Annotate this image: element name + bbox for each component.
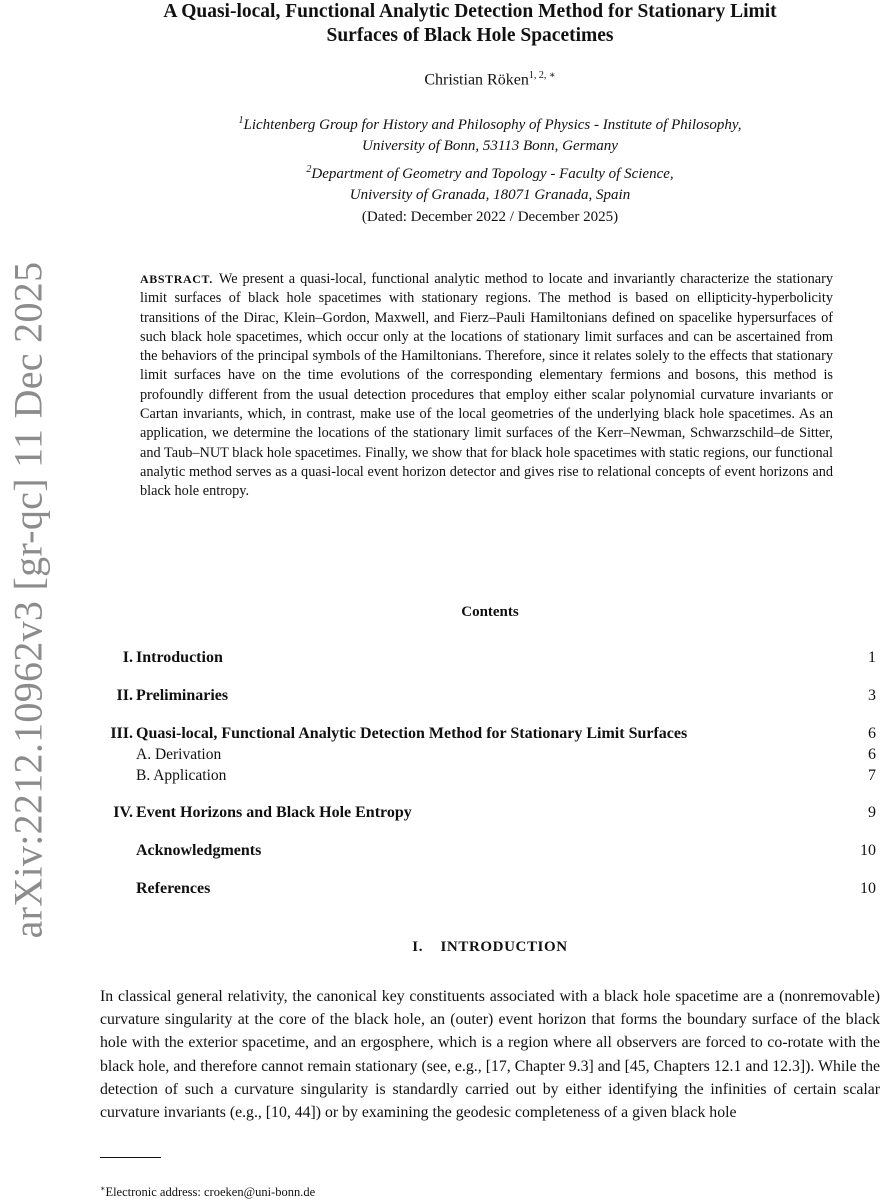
introduction-paragraph: In classical general relativity, the canonical key constituents associated with a black hole spacetime are a (nonremovable) curvature singularity at the core of the black hole, an (outer) event horizon that forms the boundary surface of the black hole with the exterior spacetime, and an ergosphere, which is a region where all observers are forced to co-rotate with the black hole, and therefore cannot remain stationary (see, e.g., [17, Chapter 9.3] and [45, Chapters 12.1 and 12.3]). While the detection of such a curvature singularity is standardly carried out by either identifying the infinities of certain scalar curvature invariants (e.g., [10, 44]) or by examining the geodesic completeness of a given black hole xyxy=(100,988,880,1122)
affiliation-1 xyxy=(140,110,840,157)
dated-line: (Dated: December 2022 / December 2025) xyxy=(361,209,619,225)
toc-entry-page: 10 xyxy=(860,880,876,897)
footnote xyxy=(100,1184,315,1200)
toc-entry-acknowledgments[interactable] xyxy=(100,842,880,864)
author-name: Christian Röken xyxy=(424,71,529,89)
toc-entry-label: A. Derivation xyxy=(136,746,222,763)
affiliation-line: University of Granada, 18071 Granada, Spain xyxy=(349,187,631,203)
paper-title: A Quasi-local, Functional Analytic Detection Method for Stationary Limit Surfaces of Black Hole Spacetimes xyxy=(163,1,777,46)
arxiv-identifier-stamp: arXiv:2212.10962v3 [gr-qc] 11 Dec 2025 xyxy=(5,261,51,939)
toc-entry-label: B. Application xyxy=(136,767,227,784)
affiliation-line: Lichtenberg Group for History and Philosophy of Physics - Institute of Philosophy, xyxy=(243,117,742,133)
abstract-text: We present a quasi-local, functional analytic method to locate and invariantly characterize the stationary limit surfaces of black hole spacetimes with stationary regions. The method is based on ellipticity-hyperbolicity transitions of the Dirac, Klein–Gordon, Maxwell, and Fierz–Pauli Hamiltonians defined on spacelike hypersurfaces of such black hole spacetimes, which occur only at the locations of stationary limit surfaces and can be ascertained from the behaviors of the principal symbols of the Hamiltonians. Therefore, since it relates solely to the effects that stationary limit surfaces have on the time evolutions of the corresponding elementary fermions and bosons, this method is profoundly different from the usual detection procedures that employ either scalar polynomial curvature invariants or Cartan invariants, which, in contrast, make use of the local geometries of the underlying black hole spacetimes. As an application, we determine the locations of the stationary limit surfaces of the Kerr–Newman, Schwarzschild–de Sitter, and Taub–NUT black hole spacetimes. Finally, we show that for black hole spacetimes with static regions, our functional analytic method serves as a quasi-local event horizon detector and gives rise to relational concepts of event horizons and black hole entropy. xyxy=(140,271,833,500)
toc-entry-references[interactable] xyxy=(100,880,880,902)
toc-entry-page: 10 xyxy=(860,842,876,859)
toc-entry-derivation[interactable] xyxy=(100,746,880,768)
toc-entry-page: 1 xyxy=(868,649,876,666)
footnote-rule xyxy=(100,1157,161,1158)
author-line xyxy=(100,70,880,89)
toc-entry-preliminaries[interactable] xyxy=(100,687,880,709)
affiliation-2 xyxy=(140,159,840,206)
toc-entry-label: Acknowledgments xyxy=(136,842,262,859)
author-affiliation-marks: 1, 2, ∗ xyxy=(528,70,556,81)
toc-entry-label: Event Horizons and Black Hole Entropy xyxy=(136,804,412,821)
abstract-label: ABSTRACT. xyxy=(140,272,213,286)
toc-entry-introduction[interactable] xyxy=(100,649,880,671)
footnote-mark: ∗ xyxy=(100,1184,106,1193)
affiliation-mark: 1 xyxy=(238,115,244,126)
toc-entry-label: Introduction xyxy=(136,649,223,666)
footnote-text: Electronic address: croeken@uni-bonn.de xyxy=(105,1185,316,1200)
toc-entry-number: IV. xyxy=(113,804,133,821)
toc-entry-application[interactable] xyxy=(100,767,880,789)
contents-heading: Contents xyxy=(461,604,519,620)
toc-entry-number: I. xyxy=(122,649,133,666)
toc-entry-page: 6 xyxy=(868,725,876,742)
toc-entry-event-horizons[interactable] xyxy=(100,804,880,826)
toc-entry-number: II. xyxy=(116,687,133,704)
toc-entry-detection-method[interactable] xyxy=(100,725,880,747)
affiliation-line: Department of Geometry and Topology - Faculty of Science, xyxy=(311,166,674,182)
section-heading-introduction: I. INTRODUCTION xyxy=(412,939,568,955)
affiliation-mark: 2 xyxy=(306,164,312,175)
toc-entry-page: 9 xyxy=(868,804,876,821)
toc-entry-number: III. xyxy=(110,725,133,742)
toc-entry-page: 3 xyxy=(868,687,876,704)
toc-entry-label: Preliminaries xyxy=(136,687,229,704)
toc-entry-label: References xyxy=(136,880,211,897)
abstract xyxy=(140,270,833,502)
affiliation-line: University of Bonn, 53113 Bonn, Germany xyxy=(362,138,618,154)
toc-entry-label: Quasi-local, Functional Analytic Detection Method for Stationary Limit Surfaces xyxy=(136,725,688,742)
toc-entry-page: 7 xyxy=(868,767,876,784)
toc-entry-page: 6 xyxy=(868,746,876,763)
